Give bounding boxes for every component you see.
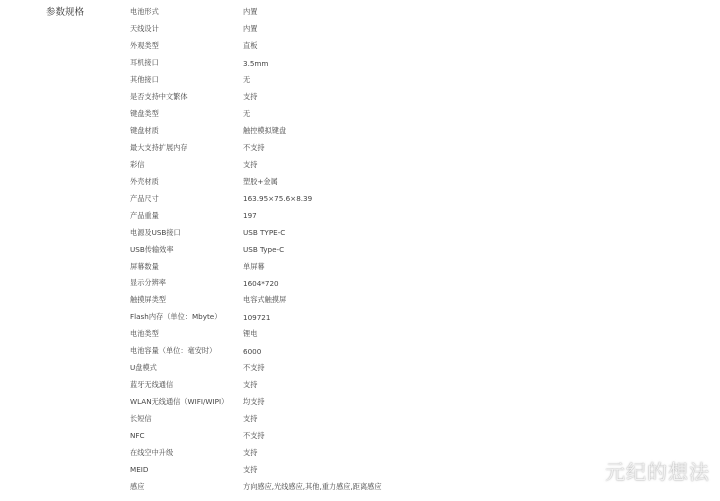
spec-value: 均支持 [243,397,265,407]
spec-row [130,140,690,157]
spec-label: 长短信 [130,413,152,423]
spec-label: 是否支持中文繁体 [130,92,188,102]
spec-row [130,106,690,123]
spec-row [130,411,690,428]
spec-label: 最大支持扩展内存 [130,142,188,152]
spec-value: 6000 [243,346,262,356]
spec-value: 支持 [243,159,258,169]
spec-value: 不支持 [243,142,265,152]
spec-value: 支持 [243,413,258,423]
spec-row [130,207,690,224]
spec-label: 显示分辨率 [130,278,166,288]
spec-label: 彩信 [130,159,145,169]
spec-value: 支持 [243,92,258,102]
spec-label: 电池容量（单位：毫安时） [130,346,217,356]
spec-row [130,156,690,173]
spec-value: 无 [243,109,251,119]
spec-row [130,55,690,72]
spec-value: 支持 [243,447,258,457]
spec-label: NFC [130,431,145,441]
spec-value: 直板 [243,41,258,51]
spec-label: 外观类型 [130,41,159,51]
spec-row [130,258,690,275]
spec-value: 塑胶+金属 [243,176,278,186]
spec-row [130,224,690,241]
spec-row [130,4,690,21]
spec-label: 天线设计 [130,24,159,34]
spec-value: 锂电 [243,329,258,339]
spec-value: 单屏幕 [243,261,265,271]
spec-row [130,21,690,38]
spec-row [130,275,690,292]
spec-label: 产品尺寸 [130,193,159,203]
spec-label: 产品重量 [130,210,159,220]
spec-label: 键盘类型 [130,109,159,119]
spec-label: 耳机接口 [130,58,159,68]
spec-row [130,427,690,444]
spec-value: USB TYPE-C [243,228,286,238]
spec-value: 不支持 [243,430,265,440]
spec-value: 电容式触摸屏 [243,295,287,305]
spec-value: USB Type-C [243,245,285,255]
spec-row [130,394,690,411]
spec-row [130,292,690,309]
spec-label: MEID [130,465,149,475]
spec-label: USB传输效率 [130,244,174,254]
spec-row [130,123,690,140]
spec-value: 触控模拟键盘 [243,126,287,136]
spec-value: 内置 [243,7,258,17]
spec-value: 1604*720 [243,278,279,288]
spec-label: 触摸屏类型 [130,295,166,305]
spec-value: 支持 [243,380,258,390]
spec-row [130,72,690,89]
spec-label: 电池形式 [130,7,159,17]
section-title: 参数规格 [46,7,85,18]
spec-label: 在线空中升级 [130,447,174,457]
spec-row [130,309,690,326]
spec-row [130,89,690,106]
spec-label: 屏幕数量 [130,261,159,271]
spec-table [130,4,690,495]
spec-label: WLAN无线通信（WIFI/WIPI） [130,397,229,407]
spec-row [130,173,690,190]
spec-value: 197 [243,211,257,221]
spec-row [130,343,690,360]
spec-label: 电池类型 [130,329,159,339]
spec-value: 3.5mm [243,58,269,68]
spec-row [130,38,690,55]
spec-value: 无 [243,75,251,85]
spec-row [130,360,690,377]
spec-value: 支持 [243,464,258,474]
spec-label: 蓝牙无线通信 [130,380,174,390]
spec-value: 163.95×75.6×8.39 [243,194,313,204]
spec-label: 外壳材质 [130,176,159,186]
spec-label: 电源及USB接口 [130,227,181,237]
spec-value: 不支持 [243,363,265,373]
spec-value: 内置 [243,24,258,34]
spec-row [130,377,690,394]
spec-label: 键盘材质 [130,126,159,136]
spec-label: 感应 [130,481,145,491]
watermark: 元纪的想法 [605,460,710,484]
spec-label: 其他接口 [130,75,159,85]
spec-row [130,241,690,258]
spec-value: 109721 [243,312,271,322]
spec-value: 方向感应,光线感应,其他,重力感应,距离感应 [243,481,382,491]
spec-row [130,190,690,207]
spec-label: Flash内存（单位：Mbyte） [130,312,222,322]
spec-row [130,326,690,343]
spec-label: U盘模式 [130,363,157,373]
